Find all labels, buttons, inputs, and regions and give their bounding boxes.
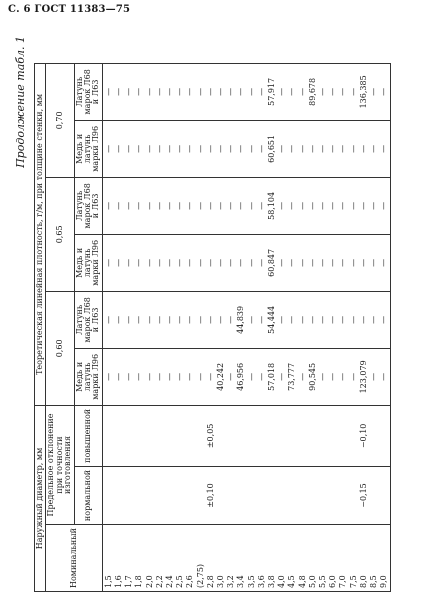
mass-value-cell: — (164, 201, 174, 210)
tolerance-high-cell (104, 409, 114, 463)
tolerance-normal-cell (298, 470, 308, 521)
standard-code: ГОСТ 11383—75 (34, 4, 131, 15)
nominal-size-cell: 6,0 (328, 575, 338, 588)
t060-cu-column (102, 348, 391, 405)
mass-value-cell: — (205, 315, 215, 324)
nominal-size-cell: 1,5 (103, 575, 113, 588)
mass-value-cell: — (134, 144, 144, 153)
mass-value-cell: — (175, 315, 185, 324)
mass-value-cell: — (124, 87, 134, 96)
mass-value-cell: — (185, 372, 195, 381)
mass-value-cell: — (113, 315, 123, 324)
mass-value-cell: — (195, 144, 205, 153)
mass-value-cell: — (307, 201, 317, 210)
tolerance-high-cell (349, 409, 359, 463)
tolerance-high-cell (277, 409, 287, 463)
mass-value-cell: — (164, 258, 174, 267)
mass-value-cell: — (164, 144, 174, 153)
tolerance-high-cell: ±0,05 (205, 423, 215, 449)
mass-value-cell: 90,545 (307, 362, 317, 391)
theoretical-mass-header: Теоретическая линейная плотность, г/м, при толщине стенки, мм (35, 63, 46, 405)
nominal-size-cell: 4,5 (287, 575, 297, 588)
mass-value-cell: — (195, 315, 205, 324)
mass-value-cell: — (369, 258, 379, 267)
tolerance-high-cell (369, 409, 379, 463)
mass-value-cell: — (256, 258, 266, 267)
tolerance-normal-cell (114, 470, 124, 521)
mass-value-cell: — (256, 201, 266, 210)
mass-value-cell: — (134, 87, 144, 96)
nominal-size-cell: 2,4 (164, 575, 174, 588)
mass-value-cell: — (277, 258, 287, 267)
mass-value-cell: — (379, 201, 389, 210)
tolerance-normal-cell (104, 470, 114, 521)
mass-value-cell: — (358, 201, 368, 210)
mass-value-cell: — (256, 144, 266, 153)
mass-value-cell: — (205, 372, 215, 381)
mass-value-cell: — (297, 315, 307, 324)
tolerance-normal-cell (216, 470, 226, 521)
mass-value-cell: — (103, 201, 113, 210)
mass-value-cell: — (379, 87, 389, 96)
wall-070-header: 0,70 (46, 63, 74, 177)
mass-value-cell: — (307, 315, 317, 324)
material-br-065: Латунь марок Л68 и Л63 (74, 177, 102, 234)
mass-value-cell: — (246, 372, 256, 381)
mass-value-cell: — (338, 258, 348, 267)
tolerance-high-cell (267, 409, 277, 463)
tolerance-high-cell (338, 409, 348, 463)
tolerance-high-cell (379, 409, 389, 463)
mass-value-cell: — (328, 315, 338, 324)
mass-value-cell: — (124, 258, 134, 267)
mass-value-cell: — (348, 144, 358, 153)
mass-value-cell: 60,651 (266, 134, 276, 163)
mass-value-cell: — (236, 201, 246, 210)
tolerance-normal-cell (155, 470, 165, 521)
mass-value-cell: — (246, 258, 256, 267)
mass-value-cell: — (124, 315, 134, 324)
mass-value-cell: — (277, 315, 287, 324)
t070-cu-column (102, 120, 391, 177)
nominal-size-cell: 3,4 (236, 575, 246, 588)
nominal-size-cell: 1,6 (113, 575, 123, 588)
mass-value-cell: — (307, 144, 317, 153)
mass-value-cell: — (246, 201, 256, 210)
mass-value-cell: — (175, 258, 185, 267)
tolerance-normal-cell (349, 470, 359, 521)
mass-value-cell: — (144, 372, 154, 381)
tolerance-high-cell (185, 409, 195, 463)
mass-value-cell: — (226, 87, 236, 96)
tolerance-high-cell (236, 409, 246, 463)
mass-value-cell: — (205, 201, 215, 210)
mass-value-cell: — (379, 258, 389, 267)
tol-normal-column (102, 466, 391, 524)
mass-value-cell: 73,777 (287, 362, 297, 391)
tolerance-high-cell: −0,10 (358, 423, 368, 449)
tolerance-normal-cell (369, 470, 379, 521)
mass-value-cell: — (318, 201, 327, 210)
nominal-size-cell: 4,8 (297, 575, 307, 588)
material-cu-060: Медь и латунь марки Л96 (74, 348, 102, 405)
tolerance-normal-cell (196, 470, 206, 521)
mass-value-cell: — (246, 87, 256, 96)
mass-value-cell: — (164, 372, 174, 381)
nominal-size-cell: 3,6 (256, 575, 266, 588)
mass-value-cell: — (318, 372, 327, 381)
mass-value-cell: — (256, 372, 266, 381)
nominal-size-cell: 3,2 (226, 575, 236, 588)
mass-value-cell: — (348, 201, 358, 210)
tolerance-high-cell (328, 409, 338, 463)
mass-value-cell: 57,917 (266, 77, 276, 106)
mass-value-cell: — (297, 258, 307, 267)
mass-value-cell: — (256, 315, 266, 324)
tolerance-high-cell (196, 409, 206, 463)
mass-value-cell: — (236, 144, 246, 153)
page-header (8, 4, 130, 15)
mass-value-cell: — (226, 315, 236, 324)
t065-br-column (102, 177, 391, 234)
tolerance-normal-cell (134, 470, 144, 521)
mass-value-cell: — (328, 87, 338, 96)
tolerance-high-cell (175, 409, 185, 463)
nominal-header: Номинальный (46, 525, 102, 592)
mass-value-cell: — (103, 258, 113, 267)
tolerance-normal-cell (145, 470, 155, 521)
nominal-size-cell: 9,0 (379, 575, 389, 588)
mass-value-cell: — (246, 315, 256, 324)
wall-065-header: 0,65 (46, 177, 74, 291)
mass-value-cell: — (154, 258, 164, 267)
mass-value-cell: — (185, 258, 195, 267)
mass-value-cell: — (205, 258, 215, 267)
mass-value-cell: 58,104 (266, 191, 276, 220)
tolerance-normal-cell (165, 470, 175, 521)
mass-value-cell: — (185, 315, 195, 324)
mass-value-cell: — (205, 87, 215, 96)
mass-value-cell: 89,678 (307, 77, 317, 106)
mass-value-cell: — (195, 258, 205, 267)
mass-value-cell: — (144, 258, 154, 267)
tolerance-normal-cell (236, 470, 246, 521)
mass-value-cell: — (348, 372, 358, 381)
tolerance-high-cell (114, 409, 124, 463)
mass-value-cell: — (144, 87, 154, 96)
tolerance-normal-cell (257, 470, 267, 521)
mass-value-cell: — (226, 258, 236, 267)
mass-value-cell: — (215, 201, 225, 210)
mass-value-cell: — (215, 144, 225, 153)
nominal-size-cell: 5,0 (307, 575, 317, 588)
mass-value-cell: — (277, 144, 287, 153)
tolerance-normal-cell (226, 470, 236, 521)
nominal-size-cell: 3,0 (215, 575, 225, 588)
mass-value-cell: 44,839 (236, 305, 246, 334)
tolerance-high-cell (226, 409, 236, 463)
mass-value-cell: — (113, 258, 123, 267)
mass-value-cell: — (328, 201, 338, 210)
mass-value-cell: — (277, 372, 287, 381)
mass-value-cell: — (164, 315, 174, 324)
mass-value-cell: — (226, 144, 236, 153)
tolerance-high-cell (145, 409, 155, 463)
tolerance-normal-cell (379, 470, 389, 521)
rotated-table-page (12, 32, 414, 592)
mass-value-cell: — (318, 87, 327, 96)
mass-value-cell: — (134, 258, 144, 267)
mass-value-cell: 123,079 (358, 360, 368, 394)
mass-value-cell: 46,956 (236, 362, 246, 391)
mass-value-cell: — (338, 315, 348, 324)
mass-value-cell: — (215, 258, 225, 267)
mass-value-cell: — (113, 144, 123, 153)
page-number: С. 6 (8, 4, 31, 15)
material-br-060: Латунь марок Л68 и Л63 (74, 291, 102, 348)
nominal-size-cell: 2,5 (175, 575, 185, 588)
mass-value-cell: 54,444 (266, 305, 276, 334)
mass-value-cell: — (379, 144, 389, 153)
mass-value-cell: — (175, 201, 185, 210)
tolerance-high-cell (257, 409, 267, 463)
nominal-size-cell: 8,0 (358, 575, 368, 588)
mass-value-cell: — (287, 87, 297, 96)
mass-value-cell: — (328, 372, 338, 381)
tolerance-normal-cell: −0,15 (358, 483, 368, 508)
nominal-column (102, 525, 391, 592)
mass-value-cell: — (236, 87, 246, 96)
nominal-size-cell: 5,5 (318, 575, 327, 588)
mass-value-cell: — (348, 258, 358, 267)
nominal-size-cell: 4,0 (277, 575, 287, 588)
mass-value-cell: — (124, 144, 134, 153)
tolerance-normal-cell (267, 470, 277, 521)
mass-value-cell: 136,385 (358, 75, 368, 109)
wall-060-header: 0,60 (46, 291, 74, 405)
mass-value-cell: — (297, 372, 307, 381)
data-table (34, 63, 391, 592)
mass-value-cell: — (226, 201, 236, 210)
mass-value-cell: — (144, 315, 154, 324)
material-br-070: Латунь марок Л68 и Л63 (74, 63, 102, 120)
tolerance-normal-cell (247, 470, 257, 521)
mass-value-cell: — (358, 315, 368, 324)
mass-value-cell: — (113, 87, 123, 96)
mass-value-cell: — (256, 87, 266, 96)
nominal-size-cell: 2,2 (154, 575, 164, 588)
mass-value-cell: — (175, 87, 185, 96)
tol-high-column (102, 405, 391, 466)
mass-value-cell: — (185, 87, 195, 96)
tolerance-high-cell (165, 409, 175, 463)
mass-value-cell: — (103, 87, 113, 96)
mass-value-cell: — (287, 144, 297, 153)
mass-value-cell: — (205, 144, 215, 153)
normal-accuracy-header: нормальной (74, 466, 102, 524)
mass-value-cell: — (369, 372, 379, 381)
mass-value-cell: — (124, 372, 134, 381)
tolerance-normal-cell (287, 470, 297, 521)
mass-value-cell: — (297, 144, 307, 153)
mass-value-cell: — (277, 201, 287, 210)
tolerance-high-cell (298, 409, 308, 463)
nominal-size-cell: 1,8 (134, 575, 144, 588)
nominal-size-cell: 2,6 (185, 575, 195, 588)
mass-value-cell: — (144, 201, 154, 210)
mass-value-cell: — (103, 144, 113, 153)
tolerance-normal-cell: ±0,10 (205, 483, 215, 508)
mass-value-cell: — (369, 144, 379, 153)
high-accuracy-header: повышенной (74, 405, 102, 466)
mass-value-cell: — (134, 372, 144, 381)
mass-value-cell: — (144, 144, 154, 153)
mass-value-cell: — (195, 87, 205, 96)
mass-value-cell: — (154, 87, 164, 96)
t060-br-column (102, 291, 391, 348)
mass-value-cell: — (185, 144, 195, 153)
mass-value-cell: — (103, 372, 113, 381)
mass-value-cell: — (297, 87, 307, 96)
tolerance-normal-cell (124, 470, 134, 521)
mass-value-cell: 60,847 (266, 248, 276, 277)
tolerance-high-cell (308, 409, 318, 463)
mass-value-cell: — (338, 372, 348, 381)
tolerance-high-cell (318, 409, 328, 463)
mass-value-cell: — (328, 258, 338, 267)
mass-value-cell: — (195, 201, 205, 210)
mass-value-cell: — (226, 372, 236, 381)
table-caption: Продолжение табл. 1 (14, 36, 27, 168)
tolerance-normal-cell (328, 470, 338, 521)
material-cu-065: Медь и латунь марки Л96 (74, 234, 102, 291)
mass-value-cell: — (369, 315, 379, 324)
mass-value-cell: — (134, 315, 144, 324)
mass-value-cell: — (318, 258, 327, 267)
mass-value-cell: — (113, 372, 123, 381)
mass-value-cell: — (379, 315, 389, 324)
mass-value-cell: — (134, 201, 144, 210)
mass-value-cell: — (215, 87, 225, 96)
nominal-size-cell: 2,0 (144, 575, 154, 588)
nominal-size-cell: (2,75) (195, 563, 205, 588)
mass-value-cell: — (348, 87, 358, 96)
mass-value-cell: — (358, 258, 368, 267)
mass-value-cell: — (338, 87, 348, 96)
nominal-size-cell: 7,0 (338, 575, 348, 588)
tolerance-normal-cell (318, 470, 328, 521)
mass-value-cell: — (154, 372, 164, 381)
mass-value-cell: — (113, 201, 123, 210)
mass-value-cell: — (195, 372, 205, 381)
t070-br-column (102, 63, 391, 120)
mass-value-cell: — (154, 201, 164, 210)
nominal-size-cell: 8,5 (369, 575, 379, 588)
mass-value-cell: — (338, 144, 348, 153)
material-cu-070: Медь и латунь марки Л96 (74, 120, 102, 177)
mass-value-cell: — (297, 201, 307, 210)
mass-value-cell: — (175, 144, 185, 153)
tolerance-normal-cell (277, 470, 287, 521)
mass-value-cell: — (175, 372, 185, 381)
mass-value-cell: — (154, 315, 164, 324)
tolerance-high-cell (134, 409, 144, 463)
tolerance-high-cell (124, 409, 134, 463)
nominal-size-cell: 3,5 (246, 575, 256, 588)
mass-value-cell: — (379, 372, 389, 381)
tolerance-high-cell (216, 409, 226, 463)
mass-value-cell: — (307, 258, 317, 267)
tolerance-normal-cell (175, 470, 185, 521)
tolerance-high-cell (247, 409, 257, 463)
mass-value-cell: — (369, 201, 379, 210)
mass-value-cell: — (328, 144, 338, 153)
mass-value-cell: — (318, 315, 327, 324)
mass-value-cell: — (287, 201, 297, 210)
mass-value-cell: — (236, 258, 246, 267)
outer-diameter-header: Наружный диаметр, мм (35, 405, 46, 591)
mass-value-cell: — (287, 315, 297, 324)
mass-value-cell: — (103, 315, 113, 324)
mass-value-cell: — (246, 144, 256, 153)
mass-value-cell: — (164, 87, 174, 96)
mass-value-cell: — (358, 144, 368, 153)
mass-value-cell: — (277, 87, 287, 96)
t065-cu-column (102, 234, 391, 291)
tolerance-normal-cell (185, 470, 195, 521)
mass-value-cell: — (215, 315, 225, 324)
nominal-size-cell: 3,8 (266, 575, 276, 588)
tolerance-header: Предельное отклонение при точности изготовления (46, 405, 74, 524)
nominal-size-cell: 1,7 (124, 575, 134, 588)
tolerance-normal-cell (308, 470, 318, 521)
nominal-size-cell: 7,5 (348, 575, 358, 588)
mass-value-cell: — (318, 144, 327, 153)
tolerance-high-cell (155, 409, 165, 463)
tolerance-high-cell (287, 409, 297, 463)
mass-value-cell: — (369, 87, 379, 96)
mass-value-cell: — (348, 315, 358, 324)
mass-value-cell: 40,242 (215, 362, 225, 391)
mass-value-cell: 57,018 (266, 362, 276, 391)
tolerance-normal-cell (338, 470, 348, 521)
mass-value-cell: — (185, 201, 195, 210)
mass-value-cell: — (287, 258, 297, 267)
mass-value-cell: — (124, 201, 134, 210)
nominal-size-cell: 2,8 (205, 575, 215, 588)
mass-value-cell: — (154, 144, 164, 153)
mass-value-cell: — (338, 201, 348, 210)
